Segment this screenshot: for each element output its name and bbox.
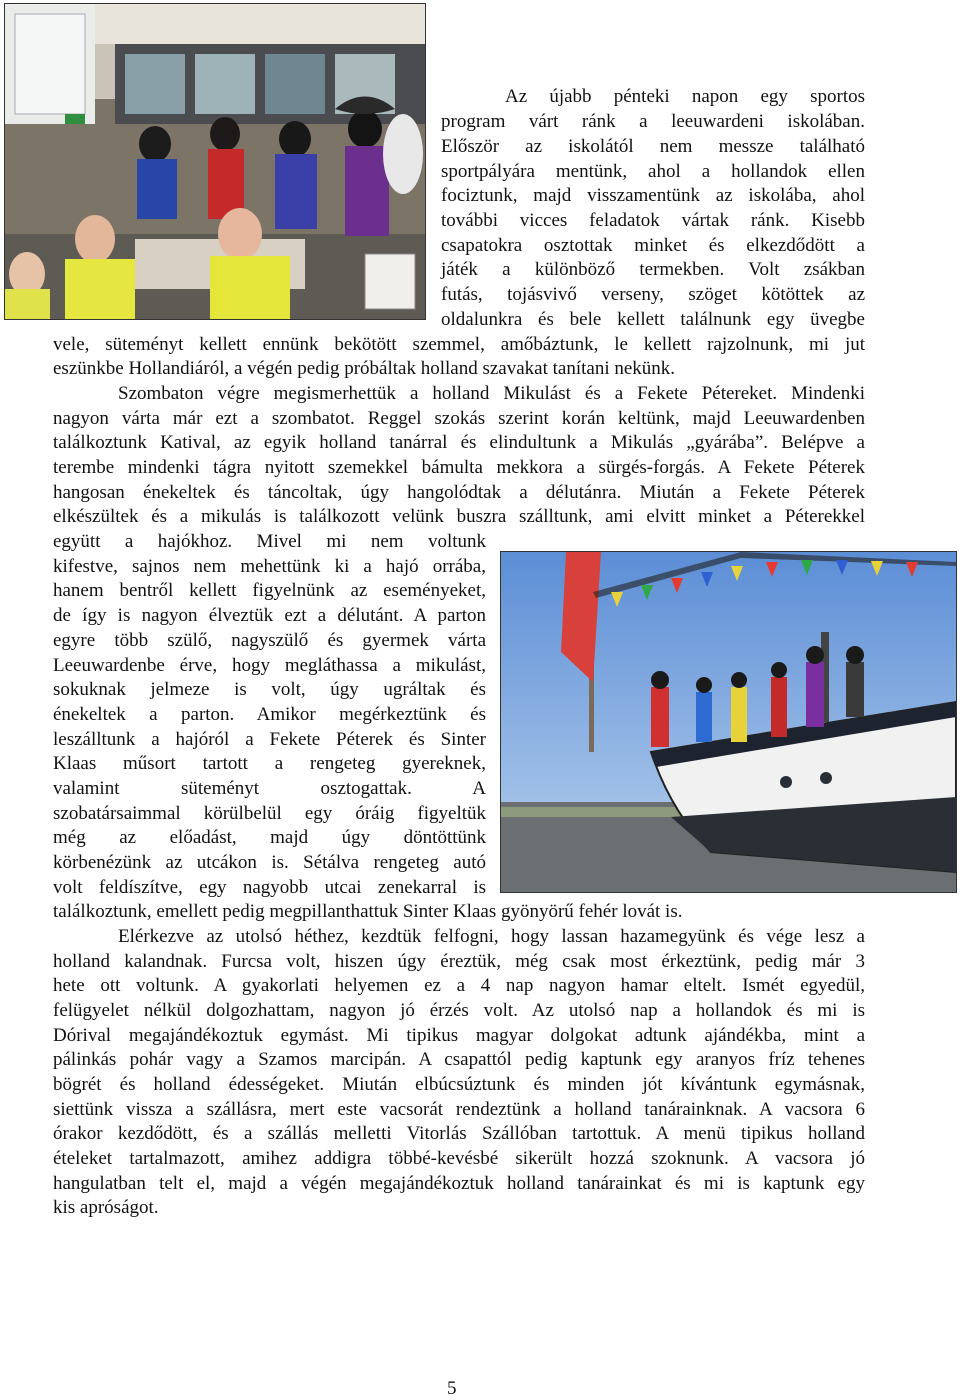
- text-line: együtt a hajókhoz. Mivel mi nem voltunk: [53, 531, 486, 552]
- text-line: sportpályára mentünk, ahol a hollandok ellen: [441, 161, 865, 182]
- text-line: játék a különböző termekben. Volt zsákban: [441, 259, 865, 280]
- text-line: hanem bentről kellett figyelnünk az eseményeket,: [53, 580, 486, 601]
- text-line: Leeuwardenbe érve, hogy megláthassa a mikulást,: [53, 655, 486, 676]
- text-line: holland kalandnak. Furcsa volt, hiszen úgy éreztük, még csak most érkeztünk, pedig már 3: [53, 951, 865, 972]
- boat-photo: [500, 551, 957, 893]
- text-line: csapatokra osztottak minket és elkezdődött a: [441, 235, 865, 256]
- text-line: hangosan énekeltek és táncoltak, úgy hangolódtak a délutánra. Miután a Fekete Péterek: [53, 482, 865, 503]
- text-line: pálinkás pohár vagy a Szamos marcipán. A csapattól pedig kaptunk egy aranyos fríz tehenes: [53, 1049, 865, 1070]
- text-line: bögrét és holland édességeket. Miután elbúcsúztunk és minden jót kívántunk egymásnak,: [53, 1074, 865, 1095]
- text-line: leszálltunk a hajóról a Fekete Péterek és Sinter: [53, 729, 486, 750]
- text-line: szobatársaimmal körülbelül egy óráig figyeltük: [53, 803, 486, 824]
- text-line: program várt ránk a leeuwardeni iskolában.: [441, 111, 865, 132]
- text-line: énekeltek a parton. Amikor megérkeztünk és: [53, 704, 486, 725]
- text-line: ételeket tartalmazott, amihez addigra többé-kevésbé sikerült hozzá szoknunk. A vacsora jó: [53, 1148, 865, 1169]
- text-line: körbenézünk az utcákon is. Sétálva rengeteg autó: [53, 852, 486, 873]
- text-line: terembe mindenki tágra nyitott szemekkel bámulta mekkora a sürgés-forgás. A Fekete Péterek: [53, 457, 865, 478]
- text-line: fociztunk, majd visszamentünk az iskolába, ahol: [441, 185, 865, 206]
- text-line: hete ott voltunk. A gyakorlati helyemen ez a 4 nap nagyon hamar eltelt. Ismét egyedül,: [53, 975, 865, 996]
- text-line: találkoztunk, emellett pedig megpillanthattuk Sinter Klaas gyönyörű fehér lovát is.: [53, 901, 683, 922]
- text-line: Elérkezve az utolsó héthez, kezdtük felfogni, hogy lassan hazamegyünk és vége lesz a: [118, 926, 865, 947]
- classroom-photo: [4, 3, 426, 320]
- text-line: Klaas műsort tartott a rengeteg gyereknek,: [53, 753, 486, 774]
- text-line: Az újabb pénteki napon egy sportos: [505, 86, 865, 107]
- text-line: nagyon várta már ezt a szombatot. Reggel szokás szerint korán keltünk, majd Leeuwardenben: [53, 408, 865, 429]
- text-line: siettünk vissza a szállásra, mert este vacsorát rendeztünk a holland tanárainknak. A vacsora 6: [53, 1099, 865, 1120]
- text-line: vele, süteményt kellett ennünk bekötött szemmel, amőbáztunk, le kellett rajzolnunk, mi jut: [53, 334, 865, 355]
- text-line: eszünkbe Hollandiáról, a végén pedig próbáltak holland szavakat tanítani nekünk.: [53, 358, 676, 379]
- text-line: de így is nagyon élveztük ezt a délutánt. A parton: [53, 605, 486, 626]
- text-line: Először az iskolától nem messze található: [441, 136, 865, 157]
- text-line: elkészültek és a mikulás is találkozott velünk buszra szálltunk, ami elvitt minket a Péterekkel: [53, 506, 865, 527]
- text-line: sokuknak jelmeze is volt, úgy ugráltak és: [53, 679, 486, 700]
- text-line: futás, tojásvivő verseny, szöget kötöttek az: [441, 284, 865, 305]
- text-line: kis apróságot.: [53, 1197, 159, 1218]
- text-line: még az előadást, majd úgy döntöttünk: [53, 827, 486, 848]
- text-line: Dórival megajándékoztuk egymást. Mi tipikus magyar dolgokat adtunk ajándékba, mint a: [53, 1025, 865, 1046]
- text-line: oldalunkra és bele kellett találnunk egy üvegbe: [441, 309, 865, 330]
- text-line: találkoztunk Katival, az egyik holland tanárral és elindultunk a Mikulás „gyárába”. Belépve a: [53, 432, 865, 453]
- text-line: felügyelet nélkül dolgozhattam, nagyon jó érzés volt. Az utolsó nap a hollandok és mi is: [53, 1000, 865, 1021]
- text-line: további vicces feladatok vártak ránk. Kisebb: [441, 210, 865, 231]
- page-number: 5: [447, 1378, 457, 1399]
- text-line: volt feldíszítve, egy nagyobb utcai zenekarral is: [53, 877, 486, 898]
- text-line: hangulatban telt el, majd a végén megajándékoztuk holland tanárainkat és mi is kaptunk egy: [53, 1173, 865, 1194]
- text-line: órakor kezdődött, és a szállás melletti Vitorlás Szállóban tartottuk. A menü tipikus holland: [53, 1123, 865, 1144]
- text-line: kifestve, sajnos nem mehettünk ki a hajó orrába,: [53, 556, 486, 577]
- text-line: valamint süteményt osztogattak. A: [53, 778, 486, 799]
- text-line: egyre több szülő, nagyszülő és gyermek várta: [53, 630, 486, 651]
- text-line: Szombaton végre megismerhettük a holland Mikulást és a Fekete Pétereket. Mindenki: [118, 383, 865, 404]
